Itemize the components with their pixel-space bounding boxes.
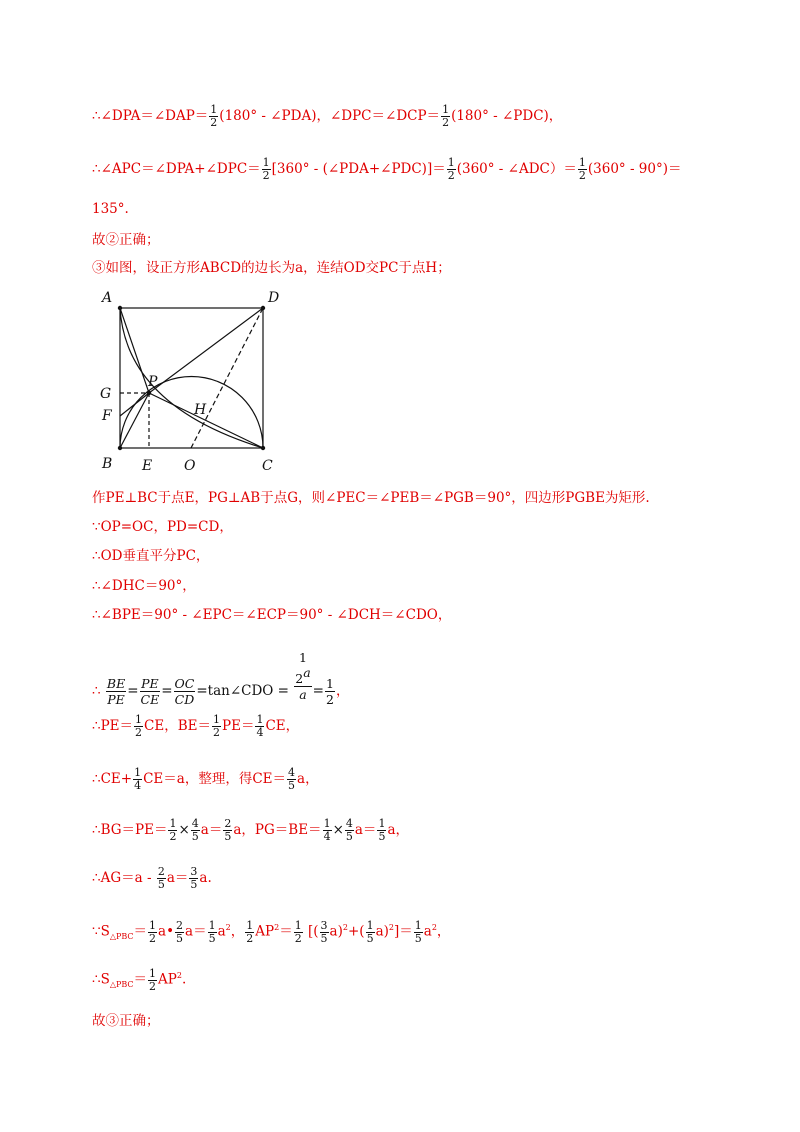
proof-line-3: 135°. (92, 201, 129, 217)
fraction-quarter: $\frac{1}{4}$ (323, 817, 331, 843)
fraction-two-fifth: $\frac{2}{5}$ (176, 918, 184, 945)
line-pd (149, 308, 263, 393)
fraction-oc-cd: $\frac{OC}{CD}$ (174, 676, 195, 707)
proof-line-10: ∴∠BPE＝90° - ∠EPC＝∠ECP＝90° - ∠DCH＝∠CDO， (92, 607, 452, 623)
label-c: C (262, 458, 273, 474)
proof-line-18: 故③正确； (92, 1013, 160, 1029)
fraction-half: $\frac{1}{2}$ (262, 156, 270, 182)
fraction-one-fifth: $\frac{1}{5}$ (378, 817, 386, 843)
label-b: B (102, 456, 113, 472)
proof-line-11: ∴ $\frac{BE}{PE}$ = $\frac{PE}{CE}$ = $\frac{OC}{CD}$ =tan∠CDO = 1 2a a = $\frac{1}{2}$ ， (92, 650, 350, 707)
fraction-one-fifth: $\frac{1}{5}$ (208, 918, 216, 945)
proof-line-12: ∴PE＝ $\frac{1}{2}$ CE，BE＝ $\frac{1}{2}$ PE＝ $\frac{1}{4}$ CE， (92, 713, 300, 739)
label-h: H (194, 402, 207, 418)
fraction-half: $\frac{1}{2}$ (294, 918, 302, 945)
fraction-half: $\frac{1}{2}$ (210, 103, 218, 129)
fraction-three-fifth: $\frac{3}{5}$ (190, 865, 198, 891)
proof-line-13: ∴CE+ $\frac{1}{4}$ CE＝a，整理，得CE＝ $\frac{4}{5}$ a， (92, 766, 319, 792)
fraction-half: $\frac{1}{2}$ (442, 103, 450, 129)
proof-line-14: ∴BG＝PE＝ $\frac{1}{2}$ × $\frac{4}{5}$ a＝ $\frac{2}{5}$ a，PG＝BE＝ $\frac{1}{4}$ × $\frac{4}{5}$ a＝ $\frac{1}{5}$ a， (92, 817, 409, 843)
fraction-pe-ce: $\frac{PE}{CE}$ (140, 676, 160, 707)
proof-line-16: $\because S_{\triangle PBC}=$ $\frac{1}{2}$ a• $\frac{2}{5}$ a＝ $\frac{1}{5}$ $a^2$， $\frac{1}{2}$ $AP^2=$ $\frac{1}{2}$ [( $\frac{3}{5}$ a)$^2$+( $\frac{1}{5}$ a)$^2$]＝ $\frac{1}{5}$ $a^2$， (92, 918, 451, 945)
label-e: E (142, 458, 153, 474)
fraction-quarter: $\frac{1}{4}$ (256, 713, 264, 739)
fraction-one-fifth: $\frac{1}{5}$ (414, 918, 422, 945)
proof-line-4: 故②正确； (92, 232, 160, 248)
fraction-two-fifth: $\frac{2}{5}$ (224, 817, 232, 843)
fraction-half: $\frac{1}{2}$ (149, 918, 157, 945)
fraction-half-a-over-a: 1 2a a (295, 650, 311, 702)
proof-line-9: ∴∠DHC＝90°， (92, 578, 196, 594)
proof-line-7: ∵OP=OC，PD=CD， (92, 519, 233, 535)
fraction-half: $\frac{1}{2}$ (149, 966, 157, 993)
line-ap (120, 308, 149, 393)
fraction-half: $\frac{1}{2}$ (325, 676, 334, 707)
fraction-be-pe: $\frac{BE}{PE}$ (106, 676, 126, 707)
label-f: F (102, 408, 112, 424)
fraction-half: $\frac{1}{2}$ (578, 156, 586, 182)
fraction-half: $\frac{1}{2}$ (447, 156, 455, 182)
fraction-half: $\frac{1}{2}$ (246, 918, 254, 945)
label-o: O (184, 458, 196, 474)
fraction-quarter: $\frac{1}{4}$ (134, 766, 142, 792)
line-fp (120, 393, 149, 416)
fraction-two-fifth: $\frac{2}{5}$ (157, 865, 165, 891)
fraction-four-fifth: $\frac{4}{5}$ (191, 817, 199, 843)
fraction-half: $\frac{1}{2}$ (135, 713, 143, 739)
fraction-four-fifth: $\frac{4}{5}$ (288, 766, 296, 792)
proof-line-6: 作PE⊥BC于点E，PG⊥AB于点G，则∠PEC＝∠PEB＝∠PGB＝90°，四边形PGBE为矩形. (92, 490, 650, 506)
fraction-half: $\frac{1}{2}$ (169, 817, 177, 843)
arc-ac (120, 308, 263, 448)
geometry-figure (96, 286, 296, 476)
square-abcd (120, 308, 263, 448)
label-a: A (102, 290, 113, 306)
proof-line-5: ③如图，设正方形ABCD的边长为a，连结OD交PC于点H； (92, 260, 451, 276)
fraction-half: $\frac{1}{2}$ (213, 713, 220, 739)
proof-line-17: $\therefore S_{\triangle PBC}=$ $\frac{1}{2}$ $AP^2$. (92, 966, 187, 993)
proof-line-2: ∴∠APC＝∠DPA+∠DPC＝ $\frac{1}{2}$ [360° - (∠PDA+∠PDC)]＝ $\frac{1}{2}$ (360° - ∠ADC）＝ $\frac{1}{2}$ (360° - 90°)＝ (92, 156, 682, 182)
proof-line-1: ∴∠DPA＝∠DAP＝ $\frac{1}{2}$ (180° - ∠PDA)，∠DPC＝∠DCP＝ $\frac{1}{2}$ (180° - ∠PDC)， (92, 103, 563, 129)
line-od (191, 308, 263, 448)
line-bp (120, 393, 149, 448)
fraction-four-fifth: $\frac{4}{5}$ (345, 817, 353, 843)
label-g: G (100, 386, 112, 402)
label-p: P (148, 374, 158, 390)
label-d: D (268, 290, 280, 306)
proof-line-8: ∴OD垂直平分PC， (92, 548, 210, 564)
fraction-one-fifth: $\frac{1}{5}$ (366, 918, 374, 945)
fraction-three-fifth: $\frac{3}{5}$ (320, 918, 328, 945)
proof-line-15: ∴AG＝a - $\frac{2}{5}$ a＝ $\frac{3}{5}$ a. (92, 865, 212, 891)
